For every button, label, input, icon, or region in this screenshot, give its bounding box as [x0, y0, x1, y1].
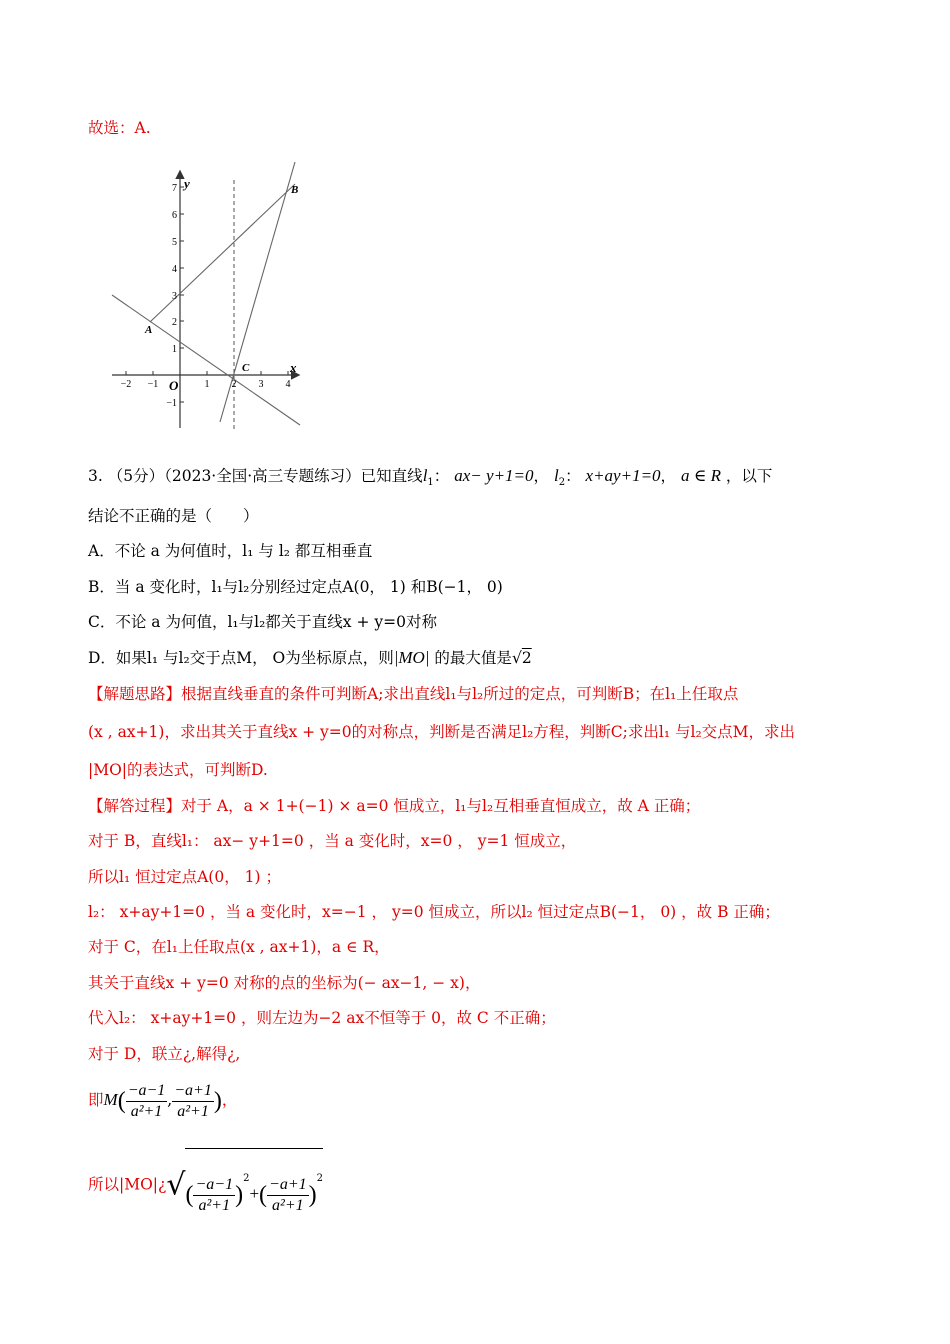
- solution-line7: 代入l₂： x+ay+1=0 ，则左边为−2 ax不恒等于 0，故 C 不正确；: [88, 1009, 556, 1027]
- x-tick: 2: [231, 379, 237, 390]
- colon: ：: [565, 467, 581, 485]
- option-C: C．不论 a 为何值，l₁与l₂都关于直线x + y=0对称: [88, 613, 437, 631]
- y-tick: 5: [172, 237, 177, 248]
- fraction: $\frac{-a+1}{\text{a²+1}}$: [269, 1175, 307, 1214]
- option-D-text-post: 的最大值是: [429, 649, 512, 667]
- comma: ，: [660, 467, 677, 485]
- solution-line6: 其关于直线x + y=0 对称的点的坐标为(− ax−1, − x)，: [88, 974, 481, 992]
- analysis-line2: (x , ax+1)，求出其关于直线x + y=0的对称点，判断是否满足l₂方程，判断C;求出l₁ 与l₂交点M，求出: [88, 723, 796, 741]
- sqrt-icon: √: [166, 1167, 186, 1203]
- question-number: 3.: [88, 467, 103, 485]
- question-source: （2023·全国·高三专题练习）: [164, 467, 361, 485]
- question-stem: 已知直线: [360, 467, 423, 485]
- point-A-label: A: [145, 324, 153, 336]
- sqrt-icon: √: [511, 649, 522, 667]
- l1-sub: 1: [427, 477, 434, 489]
- y-tick: 7: [172, 183, 177, 194]
- x-tick: −1: [147, 379, 159, 390]
- fraction: $\frac{-a-1}{\text{a²+1}}$: [195, 1175, 234, 1214]
- question-line2: 结论不正确的是（ ）: [88, 507, 259, 525]
- option-D-root: 2: [521, 649, 532, 667]
- analysis-line1: 【解题思路】根据直线垂直的条件可判断A;求出直线l₁与l₂所过的定点，可判断B；在l₁上任取点: [88, 685, 739, 703]
- x-tick: 3: [258, 379, 264, 390]
- y-tick: 3: [172, 291, 177, 302]
- x-tick: 4: [285, 379, 291, 390]
- question-stem-end: ，以下: [725, 467, 773, 485]
- a-in-R: a ∈ R: [681, 466, 721, 485]
- option-D-abs: |MO|: [393, 648, 430, 667]
- l2-sub: 2: [558, 477, 566, 489]
- solution-line3: 所以l₁ 恒过定点A(0， 1) ；: [88, 868, 281, 886]
- option-A: A．不论 a 为何值时，l₁ 与 l₂ 都互相垂直: [88, 542, 373, 560]
- y-tick: 2: [172, 317, 177, 328]
- x-tick: 1: [204, 379, 210, 390]
- l2-symbol: l: [553, 466, 559, 485]
- option-B: B．当 a 变化时，l₁与l₂分别经过定点A(0， 1) 和B(−1， 0): [88, 578, 503, 596]
- option-D: [88, 647, 532, 669]
- l1-symbol: l: [422, 466, 428, 485]
- colon: ：: [433, 467, 450, 485]
- analysis-line3: |MO|的表达式，可判断D.: [88, 761, 268, 779]
- l2-equation: x+ay+1=0: [585, 466, 661, 485]
- solution-line2: 对于 B，直线l₁： ax− y+1=0 ，当 a 变化时，x=0 ， y=1 恒成立，: [88, 832, 577, 850]
- solution-line9: 即M( $\frac{-a-1}{\text{a²+1}}$ , $\frac{-a+1}{\text{a²+1}}$ )，: [88, 1081, 238, 1120]
- option-D-text: D．如果l₁ 与l₂交于点M， O为坐标原点，则: [88, 649, 394, 667]
- x-tick: −2: [120, 379, 132, 390]
- solution-line5: 对于 C，在l₁上任取点(x , ax+1)，a ∈ R，: [88, 938, 390, 956]
- question-score: （5分）: [107, 467, 165, 485]
- comma: ，: [533, 467, 550, 485]
- l1-equation: ax− y+1=0: [454, 466, 534, 485]
- coordinate-graph: [108, 160, 318, 430]
- solution-line4: l₂： x+ay+1=0 ，当 a 变化时，x=−1 ， y=0 恒成立，所以l₂ 恒过定点B(−1， 0) ，故 B 正确；: [88, 903, 780, 921]
- y-axis-label: y: [184, 176, 190, 191]
- solution-line10: [88, 1148, 323, 1223]
- y-tick: 6: [172, 210, 177, 221]
- s10-q: ¿: [158, 1175, 167, 1194]
- s10-prefix: 所以|MO|: [88, 1175, 159, 1194]
- s9-prefix: 即: [88, 1091, 104, 1109]
- point-C-label: C: [242, 362, 250, 374]
- point-M: M: [103, 1090, 118, 1109]
- y-tick: 1: [172, 344, 177, 355]
- y-tick: 4: [172, 264, 177, 275]
- solution-line1: 【解答过程】对于 A，a × 1+(−1) × a=0 恒成立，l₁与l₂互相垂直恒成立，故 A 正确；: [88, 797, 701, 815]
- y-tick: −1: [166, 398, 177, 409]
- origin-label: O: [169, 378, 179, 393]
- fraction: $\frac{-a-1}{\text{a²+1}}$: [127, 1081, 166, 1120]
- solution-line8: 对于 D，联立¿,解得¿,: [88, 1045, 241, 1063]
- sqrt-body: ( $\frac{-a-1}{\text{a²+1}}$ )$^2$+( $\frac{-a+1}{\text{a²+1}}$ )$^2$: [185, 1148, 323, 1223]
- point-B-label: B: [291, 184, 299, 196]
- question-line1: [88, 465, 772, 494]
- s9-suffix: ，: [221, 1091, 238, 1109]
- answer-line: 故选：A.: [88, 119, 151, 137]
- fraction: $\frac{-a+1}{\text{a²+1}}$: [174, 1081, 212, 1120]
- line-AC: [112, 295, 300, 425]
- x-axis-label: x: [290, 360, 297, 375]
